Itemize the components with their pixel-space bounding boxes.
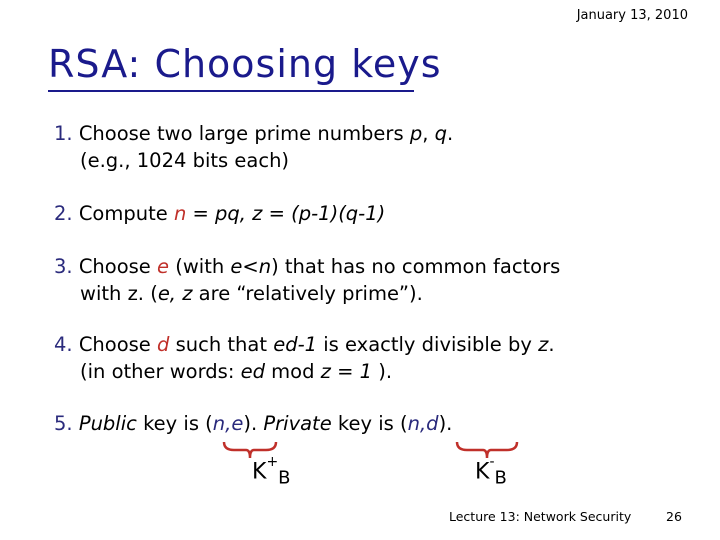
step-text-line2: (e.g., 1024 bits each) — [80, 149, 290, 172]
var-n: n — [173, 202, 187, 225]
step-2 — [54, 200, 385, 227]
public-key-symbol: $K^+_B$ — [252, 454, 291, 489]
var-d: d — [157, 333, 170, 356]
step-3 — [54, 253, 560, 307]
step-text: Compute — [78, 202, 174, 225]
var-e: e — [157, 255, 170, 278]
step-number: 4. — [54, 333, 73, 356]
step-5: 5. Public key is (n,e). Private key is (n,d). — [54, 412, 453, 435]
expr-ed-1: ed-1 — [273, 333, 318, 356]
step-text: Choose two large prime numbers — [78, 122, 410, 145]
var-z: z — [538, 333, 549, 356]
condition: e<n — [230, 255, 272, 278]
step-text-line2: (in other words: ed mod z = 1 ). — [80, 360, 393, 383]
comma: , — [422, 122, 435, 145]
step-number: 1. — [54, 122, 73, 145]
private-key-symbol: $K^-_B$ — [475, 454, 507, 489]
step-text: key is ( — [136, 412, 213, 435]
formula: = pq, z = (p-1)(q-1) — [186, 202, 386, 225]
title-underline — [48, 90, 414, 92]
date: January 13, 2010 — [576, 8, 688, 23]
footer-lecture-title: Lecture 13: Network Security — [449, 509, 632, 524]
step-1 — [54, 120, 453, 174]
step-text: key is ( — [331, 412, 408, 435]
step-4: 4. Choose d such that ed-1 is exactly divisible by z. (in other words: ed mod z = 1 ). — [54, 333, 555, 383]
step-text-line2: with z. (e, z are “relatively prime”). — [80, 282, 423, 305]
step-text: Choose — [78, 333, 158, 356]
step-number: 2. — [54, 202, 73, 225]
step-text: Choose — [78, 255, 158, 278]
var-p: p — [409, 122, 423, 145]
period: . — [447, 122, 454, 145]
private-key-pair: n,d — [407, 412, 439, 435]
page-number: 26 — [666, 509, 682, 524]
step-text: such that — [169, 333, 274, 356]
step-text: (with — [169, 255, 231, 278]
public-label: Public — [78, 412, 137, 435]
step-text: is exactly divisible by — [317, 333, 539, 356]
step-number: 5. — [54, 412, 73, 435]
private-label: Private — [263, 412, 332, 435]
step-number: 3. — [54, 255, 73, 278]
step-text: ) that has no common factors — [271, 255, 561, 278]
page-title: RSA: Choosing keys — [48, 42, 442, 86]
public-key-pair: n,e — [212, 412, 244, 435]
var-q: q — [434, 122, 447, 145]
